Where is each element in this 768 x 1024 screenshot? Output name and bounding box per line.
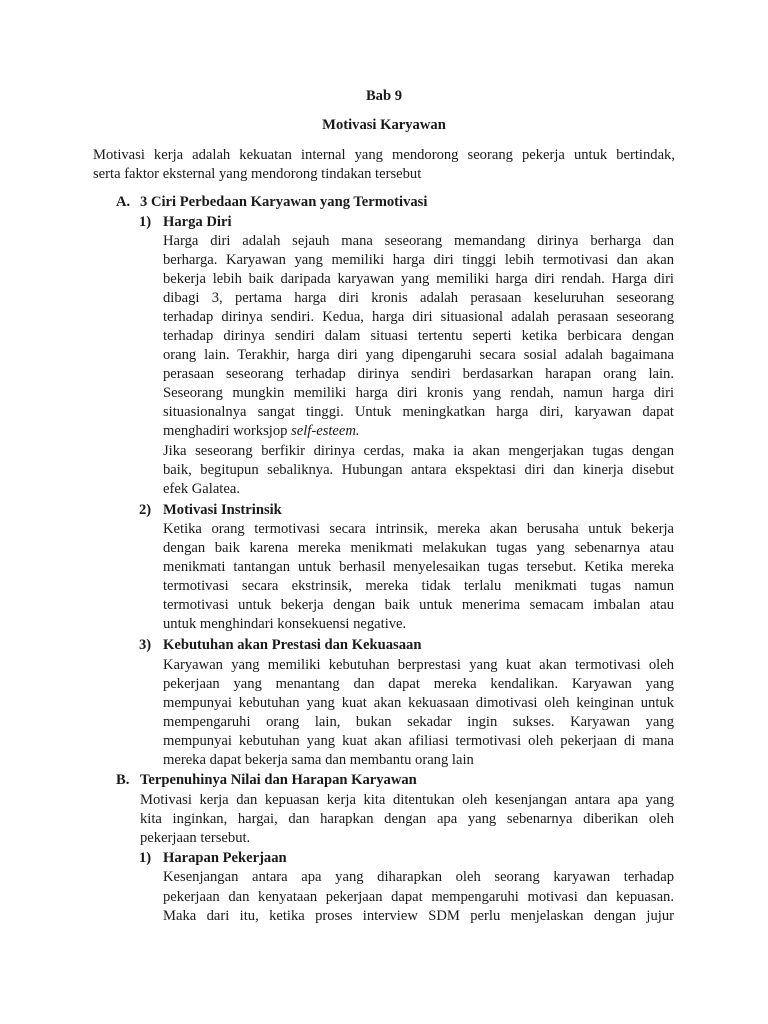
body-line: menikmati tantangan untuk berhasil menyelesaikan tugas tersebut. Ketika mereka	[163, 559, 674, 575]
item-heading: Harapan Pekerjaan	[163, 850, 287, 866]
body-line: Kesenjangan antara apa yang diharapkan oleh seorang karyawan terhadap	[163, 869, 674, 885]
body-line: Ketika orang termotivasi secara intrinsik, mereka akan berusaha untuk bekerja	[163, 521, 674, 537]
item-number: 2)	[139, 502, 152, 518]
body-line: Harga diri adalah sejauh mana seseorang memandang dirinya berharga dan	[163, 233, 674, 249]
page-title: Motivasi Karyawan	[322, 117, 446, 133]
body-line: pekerjaan dan kenyataan pekerjaan dapat mempengaruhi motivasi dan kepuasan.	[163, 889, 674, 905]
section-b-heading: Terpenuhinya Nilai dan Harapan Karyawan	[140, 772, 417, 788]
body-line: termotivasi secara ekstrinsik, mereka tidak terlalu menikmati tugas namun	[163, 578, 674, 594]
body-text: menghadiri worksjop	[163, 423, 292, 439]
body-line: berharga. Karyawan yang memiliki harga diri tinggi lebih termotivasi dan akan	[163, 252, 674, 268]
body-line: pekerjaan tersebut.	[140, 830, 251, 846]
section-a-letter: A.	[116, 194, 131, 210]
body-line: mempunyai kebutuhan yang kuat akan kekuasaan dimotivasi oleh keinginan untuk	[163, 695, 674, 711]
item-heading: Harga Diri	[163, 214, 232, 230]
body-line: terhadap dirinya sendiri. Kedua, harga diri situasional adalah perasaan seseorang	[163, 309, 674, 325]
item-number: 1)	[139, 214, 152, 230]
body-line: Karyawan yang memiliki kebutuhan berprestasi yang kuat akan termotivasi oleh	[163, 657, 674, 673]
body-line: Jika seseorang berfikir dirinya cerdas, maka ia akan mengerjakan tugas dengan	[163, 443, 674, 459]
item-number: 1)	[139, 850, 152, 866]
body-line: mempengaruhi orang lain, bukan sekadar ingin sukses. Karyawan yang	[163, 714, 674, 730]
body-line: Maka dari itu, ketika proses interview SDM perlu menjelaskan dengan jujur	[163, 908, 674, 924]
body-line: efek Galatea.	[163, 481, 240, 497]
body-line	[163, 422, 360, 441]
item-heading: Kebutuhan akan Prestasi dan Kekuasaan	[163, 637, 422, 653]
intro-line: serta faktor eksternal yang mendorong tindakan tersebut	[93, 166, 422, 182]
body-line: bekerja lebih baik daripada karyawan yang memiliki harga diri rendah. Harga diri	[163, 271, 674, 287]
section-b-letter: B.	[116, 772, 130, 788]
body-line: mereka dapat bekerja sama dan membantu orang lain	[163, 752, 474, 768]
body-line: orang lain. Terakhir, harga diri yang dipengaruhi secara sosial adalah bagaimana	[163, 347, 674, 363]
body-line: terhadap dirinya sendiri dalam situasi tertentu seperti ketika berbicara dengan	[163, 328, 674, 344]
body-line: situasionalnya sangat tinggi. Untuk meningkatkan harga diri, karyawan dapat	[163, 404, 674, 420]
item-number: 3)	[139, 637, 152, 653]
body-line: dibagi 3, pertama harga diri kronis adalah perasaan keseluruhan seseorang	[163, 290, 674, 306]
body-line: untuk menghindari konsekuensi negative.	[163, 616, 407, 632]
body-line: perasaan seseorang terhadap dirinya sendiri berdasarkan harapan orang lain.	[163, 366, 674, 382]
chapter-label: Bab 9	[365, 88, 403, 104]
body-line: kita inginkan, hargai, dan harapkan dengan apa yang sebenarnya diberikan oleh	[140, 811, 674, 827]
italic-term: self-esteem.	[291, 423, 360, 439]
body-line: dengan baik karena mereka menikmati melakukan tugas yang sebenarnya atau	[163, 540, 674, 556]
item-heading: Motivasi Instrinsik	[163, 502, 282, 518]
section-a-heading: 3 Ciri Perbedaan Karyawan yang Termotivasi	[140, 194, 428, 210]
intro-line: Motivasi kerja adalah kekuatan internal yang mendorong seorang pekerja untuk bertindak,	[93, 147, 675, 163]
body-line: Seseorang mungkin memiliki harga diri kronis yang rendah, namun harga diri	[163, 385, 674, 401]
body-line: mempunyai kebutuhan yang kuat akan afiliasi termotivasi oleh pekerjaan di mana	[163, 733, 674, 749]
body-line: termotivasi untuk bekerja dengan baik untuk menerima semacam imbalan atau	[163, 597, 674, 613]
body-line: pekerjaan yang menantang dan dapat mereka kendalikan. Karyawan yang	[163, 676, 674, 692]
body-line: Motivasi kerja dan kepuasan kerja kita ditentukan oleh kesenjangan antara apa yang	[140, 792, 674, 808]
body-line: baik, begitupun sebaliknya. Hubungan antara ekspektasi diri dan kinerja disebut	[163, 462, 674, 478]
